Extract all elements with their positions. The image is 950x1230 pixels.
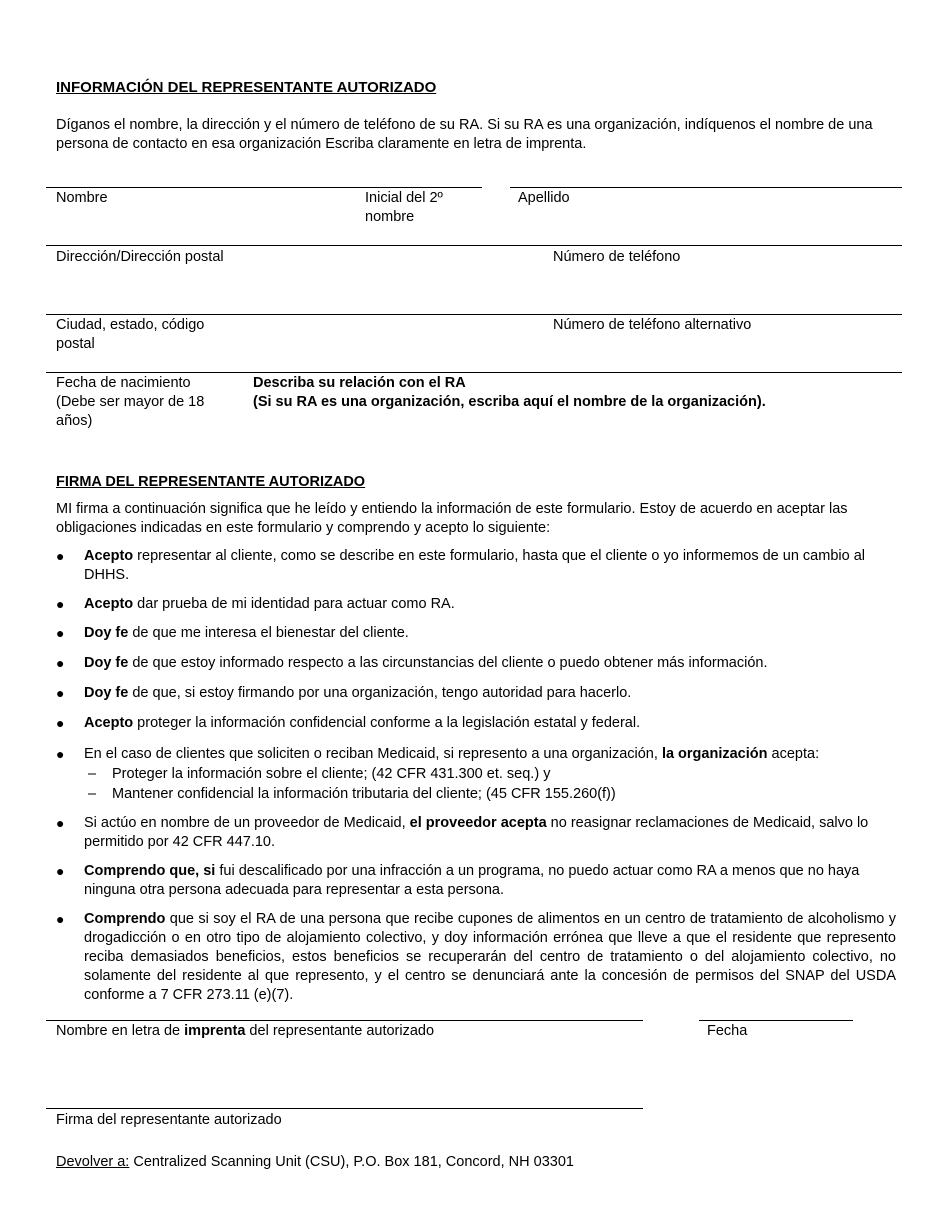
section-title-representative-info: INFORMACIÓN DEL REPRESENTANTE AUTORIZADO [56,79,437,96]
field-label-fecha-line3: años) [56,413,93,429]
field-label-fecha-nacimiento [56,374,204,431]
bullet-item-2: Acepto dar prueba de mi identidad para actuar como RA. [84,596,455,612]
field-label-telefono: Número de teléfono [553,249,681,265]
field-line-lastname [510,187,902,188]
bullet-item-5: Doy fe de que, si estoy firmando por una organización, tengo autoridad para hacerlo. [84,685,632,701]
field-label-ciudad-line1: Ciudad, estado, código [56,317,205,333]
bullet-icon: ● [56,863,65,879]
field-label-inicial-line1: Inicial del 2º [365,190,443,206]
bullet-icon: ● [56,746,65,762]
field-line-address [46,245,902,246]
signature-line-date [699,1020,853,1021]
field-label-inicial-line2: nombre [365,209,415,225]
signature-label-print-name: Nombre en letra de imprenta del representante autorizado [56,1023,435,1039]
field-label-telefono-alt: Número de teléfono alternativo [553,317,752,333]
field-label-apellido: Apellido [518,190,570,206]
bullet-item-1: Acepto representar al cliente, como se describe en este formulario, hasta que el cliente o yo informemos de un cambio al DHHS. [84,548,865,583]
bullet-item-3: Doy fe de que me interesa el bienestar del cliente. [84,625,409,641]
signature-line-sign [46,1108,643,1109]
field-label-relacion-line1: Describa su relación con el RA [253,375,466,391]
signature-intro: MI firma a continuación significa que he leído y entiendo la información de este formulario. Estoy de acuerdo en aceptar las obligaciones indicadas en este formulario y comprendo y acepto lo siguiente: [56,501,848,536]
field-label-direccion: Dirección/Dirección postal [56,249,224,265]
section-intro: Díganos el nombre, la dirección y el número de teléfono de su RA. Si su RA es una organización, indíquenos el nombre de una persona de contacto en esa organización Escriba claramente en letra de imprenta. [56,117,873,152]
signature-line-print-name [46,1020,643,1021]
signature-label-fecha: Fecha [707,1023,748,1039]
bullet-item-7: En el caso de clientes que soliciten o reciban Medicaid, si represento a una organización, la organización acepta: [84,746,820,762]
dash-icon: – [88,766,97,782]
field-label-ciudad-line2: postal [56,336,95,352]
sub-item-1: Proteger la información sobre el cliente; (42 CFR 431.300 et. seq.) y [112,766,551,782]
section-title-signature: FIRMA DEL REPRESENTANTE AUTORIZADO [56,474,366,490]
bullet-icon: ● [56,715,65,731]
return-address [56,1153,574,1172]
field-line-dob [46,372,902,373]
bullet-item-10: Comprendo que si soy el RA de una persona que recibe cupones de alimentos en un centro de tratamiento de alcoholismo y drogadicción o en otro tipo de alojamiento colectivo, y doy información errónea que lleve a que el residente que represento reciba demasiados beneficios, estos beneficios se recuperarán del centro de tratamiento o del alojamiento colectivo, no solamente del residente al que represento, y el centro se denunciará ante la concesión de permisos del SNAP del USDA conforme a 7 CFR 273.11 (e)(7). [84,911,896,1003]
return-label: Devolver a: [56,1154,130,1170]
field-label-ciudad [56,316,204,354]
bullet-icon: ● [56,685,65,701]
bullet-item-8: Si actúo en nombre de un proveedor de Medicaid, el proveedor acepta no reasignar reclamaciones de Medicaid, salvo lo permitido por 42 CFR 447.10. [84,815,869,850]
dash-icon: – [88,786,97,802]
field-label-relacion-line2: (Si su RA es una organización, escriba aquí el nombre de la organización). [253,394,766,410]
field-label-fecha-line1: Fecha de nacimiento [56,375,191,391]
field-label-fecha-line2: (Debe ser mayor de 18 [56,394,205,410]
signature-label-firma: Firma del representante autorizado [56,1112,282,1128]
bullet-icon: ● [56,655,65,671]
field-label-relacion [253,374,766,412]
sub-item-2: Mantener confidencial la información tributaria del cliente; (45 CFR 155.260(f)) [112,786,616,802]
bullet-item-9: Comprendo que, si fui descalificado por una infracción a un programa, no puedo actuar como RA a menos que no haya ninguna otra persona adecuada para representar a esta persona. [84,863,860,898]
field-line-city [46,314,902,315]
bullet-icon: ● [56,625,65,641]
field-label-nombre: Nombre [56,190,108,206]
field-line-name [46,187,482,188]
bullet-icon: ● [56,815,65,831]
bullet-icon: ● [56,548,65,564]
bullet-item-4: Doy fe de que estoy informado respecto a las circunstancias del cliente o puedo obtener más información. [84,655,768,671]
bullet-item-6: Acepto proteger la información confidencial conforme a la legislación estatal y federal. [84,715,641,731]
field-label-inicial [365,189,443,227]
return-address-text: Centralized Scanning Unit (CSU), P.O. Box 181, Concord, NH 03301 [129,1154,574,1170]
bullet-icon: ● [56,596,65,612]
bullet-icon: ● [56,911,65,927]
